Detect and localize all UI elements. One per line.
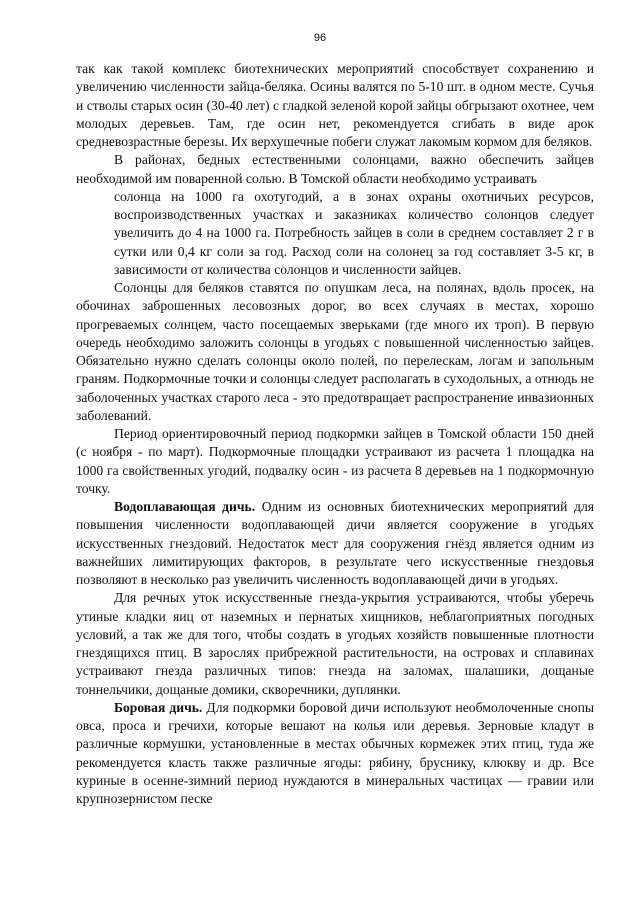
body-text xyxy=(76,60,594,808)
paragraph: В районах, бедных естественными солонцами, важно обеспечить зайцев необходимой им поваренной солью. В Томской области необходимо устраивать xyxy=(76,152,594,186)
paragraph-text: Одним из основных биотехнических мероприятий для повышения численности водоплавающей дичи является сооружение в угодьях искусственных гнездовий. Недостаток мест для сооружения гнёзд является одним из важнейших лимитирующих факторов, в результате чего искусственные гнездовья позволяют в несколько раз увеличить численность водоплавающей дичи в угодьях. xyxy=(76,499,594,587)
paragraph: солонца на 1000 га охотугодий, а в зонах охраны охотничьих ресурсов, воспроизводственных участках и заказниках количество солонцов следует увеличить до 4 на 1000 га. Потребность зайцев в соли в среднем составляет 2 г в сутки или 0,4 кг соли за год. Расход соли на солонец за год составляет 3-5 кг, в зависимости от количества солонцов и численности зайцев. xyxy=(114,188,594,277)
paragraph: Для речных уток искусственные гнезда-укрытия устраиваются, чтобы уберечь утиные кладки яиц от наземных и пернатых хищников, неблагоприятных погодных условий, а так же для того, чтобы создать в угодьях хозяйств повышенные плотности гнездящихся птиц. В зарослях прибрежной растительности, на островах и сплавинах устраивают гнезда различных типов: гнезда на заломах, шалашики, дощаные тоннельчики, дощаные домики, скворечники, дуплянки. xyxy=(76,590,594,697)
paragraph xyxy=(76,699,594,809)
page-number: 96 xyxy=(313,32,327,44)
section-heading: Водоплавающая дичь. xyxy=(114,499,256,514)
paragraph: Солонцы для беляков ставятся по опушкам леса, на полянах, вдоль просек, на обочинах заброшенных лесовозных дорог, во всех случаях в местах, хорошо прогреваемых солнцем, часто посещаемых зверьками (где много их троп). В первую очередь необходимо заложить солонцы в угодьях с повышенной численностью зайцев. Обязательно нужно сделать солонцы около полей, по перелескам, логам и запольным граням. Подкормочные точки и солонцы следует располагать в суходольных, а отнюдь не заболоченных участках старого леса - это предотвращает распространение инвазионных заболеваний. xyxy=(76,280,594,423)
paragraph-text: Для подкормки боровой дичи используют необмолоченные снопы овса, проса и гречихи, которые вешают на колья или деревья. Зерновые кладут в различные кормушки, установленные в местах обычных кормежек этих птиц, туда же рекомендуется класть также различные ягоды: рябину, бруснику, клюкву и др. Все куриные в осенне-зимний период нуждаются в минеральных частицах — гравии или крупнозернистом песке xyxy=(76,699,595,806)
paragraph: так как такой комплекс биотехнических мероприятий способствует сохранению и увеличению численности зайца-беляка. Осины валятся по 5-10 шт. в одном месте. Сучья и стволы старых осин (30-40 лет) с гладкой зеленой корой зайцы обгрызают охотнее, чем молодых деревьев. Там, где осин нет, рекомендуется сгибать в виде арок средневозрастные березы. Их верхушечные побеги служат лакомым кормом для беляков. xyxy=(76,61,594,149)
paragraph xyxy=(76,498,594,589)
section-heading: Боровая дичь. xyxy=(114,699,203,715)
paragraph: Период ориентировочный период подкормки зайцев в Томской области 150 дней (с ноября - по март). Подкормочные площадки устраивают из расчета 1 площадка на 1000 га свойственных угодий, подвалку осин - из расчета 8 деревьев на 1 подкормочную точку. xyxy=(76,426,594,496)
